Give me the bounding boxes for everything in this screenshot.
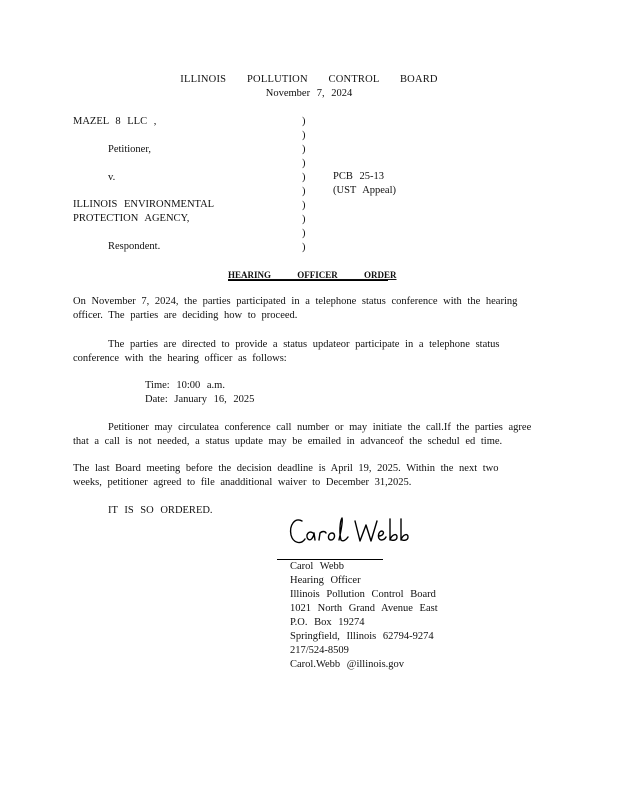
conference-time: Time: 10:00 a.m.	[145, 380, 225, 391]
paragraph-4: The last Board meeting before the decision deadline is April 19, 2025. Within the next two weeks, petitioner agreed to file anadditional waiver to December 31,2025.	[73, 463, 499, 488]
signer-org: Illinois Pollution Control Board	[290, 589, 436, 600]
paragraph-3: Petitioner may circulatea conference call number or may initiate the call.If the parties agree that a call is not needed, a status update may be emailed in advanceof the schedul ed time.	[73, 422, 532, 447]
signer-name: Carol Webb	[290, 561, 344, 572]
case-type: (UST Appeal)	[333, 185, 397, 196]
handwritten-signature	[287, 515, 413, 551]
respondent-line2: PROTECTION AGENCY,	[73, 213, 190, 224]
title-underline	[228, 280, 388, 281]
caption-parentheses: ) ) ) ) ) ) ) ) ) )	[302, 116, 306, 253]
respondent-line1: ILLINOIS ENVIRONMENTAL	[73, 199, 215, 210]
case-number: PCB 25-13	[333, 171, 384, 182]
po-box: P.O. Box 19274	[290, 617, 365, 628]
petitioner-role: Petitioner,	[108, 144, 152, 155]
versus: v.	[108, 172, 116, 183]
board-name: ILLINOIS POLLUTION CONTROL BOARD	[180, 74, 438, 85]
signer-title: Hearing Officer	[290, 575, 361, 586]
street-address: 1021 North Grand Avenue East	[290, 603, 438, 614]
paragraph-1: On November 7, 2024, the parties participated in a telephone status conference with the hearing officer. The parties are deciding how to proceed.	[73, 296, 518, 321]
conference-date: Date: January 16, 2025	[145, 394, 255, 405]
petitioner-name: MAZEL 8 LLC ,	[73, 116, 157, 127]
respondent-role: Respondent.	[108, 241, 161, 252]
order-date: November 7, 2024	[265, 88, 353, 99]
phone-number: 217/524-8509	[290, 645, 349, 656]
paragraph-2: The parties are directed to provide a status updateor participate in a telephone status conference with the hearing officer as follows:	[73, 339, 500, 364]
document-title: HEARING OFFICER ORDER	[228, 270, 397, 280]
email-link[interactable]: Carol.Webb @illinois.gov	[290, 659, 405, 670]
closing-statement: IT IS SO ORDERED.	[108, 505, 213, 516]
city-state-zip: Springfield, Illinois 62794-9274	[290, 631, 434, 642]
